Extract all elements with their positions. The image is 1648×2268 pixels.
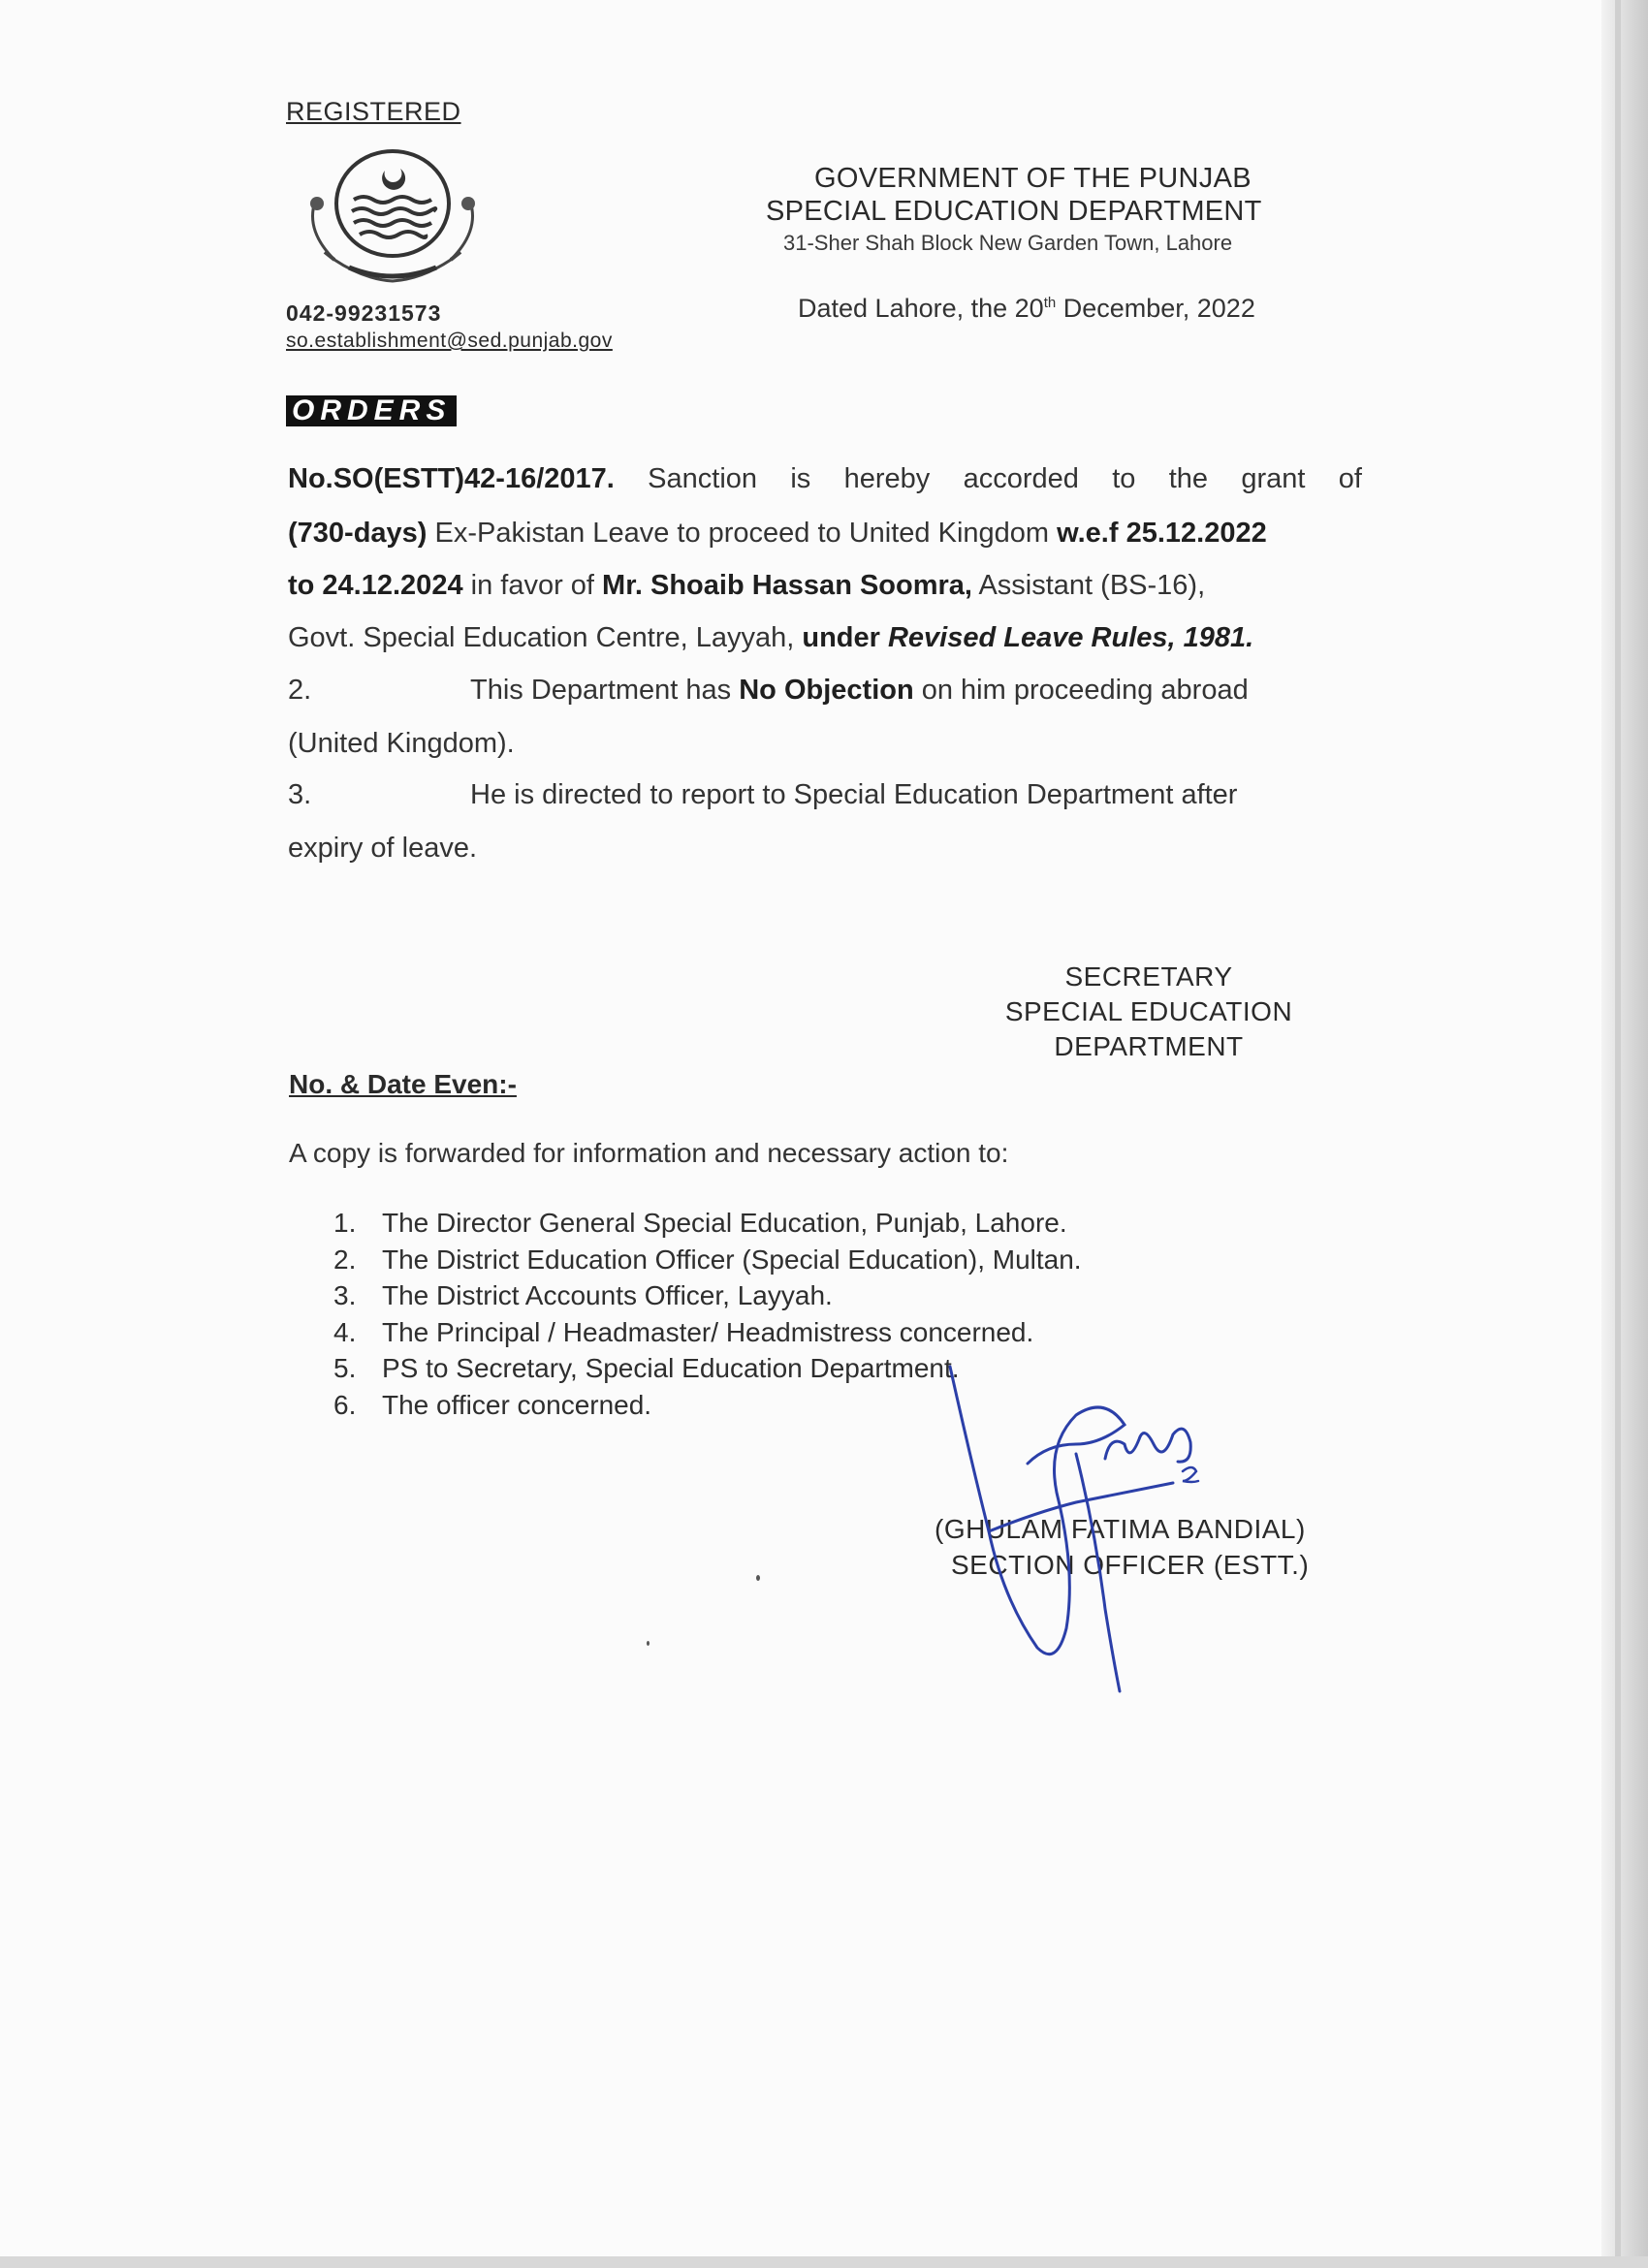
- favor-text: in favor of: [462, 570, 603, 601]
- handwritten-signature-icon: [931, 1338, 1221, 1706]
- order-para3-line2: expiry of leave.: [288, 833, 478, 864]
- orders-label: ORDERS: [286, 395, 457, 426]
- dated-line: [798, 294, 1255, 324]
- list-item: 4. The Principal / Headmaster/ Headmistress concerned.: [333, 1316, 1034, 1347]
- department-address: 31-Sher Shah Block New Garden Town, Lahore: [783, 231, 1233, 255]
- copy-forward-text: A copy is forwarded for information and necessary action to:: [289, 1138, 1009, 1168]
- order-para1-line2: [288, 518, 1362, 550]
- phone-number: 042-99231573: [286, 300, 442, 326]
- order-para3-line1: [288, 779, 1362, 811]
- order-para2-line1: [288, 675, 1362, 707]
- signatory-title: SECTION OFFICER (ESTT.): [951, 1550, 1310, 1580]
- email-address[interactable]: so.establishment@sed.punjab.gov: [286, 330, 613, 352]
- secretary-line1: SECRETARY: [1064, 961, 1233, 992]
- secretary-line3: DEPARTMENT: [1054, 1031, 1244, 1061]
- leave-description: Ex-Pakistan Leave to proceed to United Kingdom: [427, 518, 1058, 549]
- signatory-name: (GHULAM FATIMA BANDIAL): [935, 1514, 1306, 1544]
- scan-speck: [756, 1575, 760, 1581]
- order-para1-line1: [288, 463, 1362, 495]
- order-para1-line3: [288, 570, 1362, 602]
- scan-edge-right: [1601, 0, 1648, 2268]
- order-para2-line2: (United Kingdom).: [288, 728, 515, 759]
- list-item: 5. PS to Secretary, Special Education Department.: [333, 1353, 960, 1383]
- para1-word: hereby: [843, 463, 931, 494]
- para1-word: is: [790, 463, 811, 494]
- para1-word: grant: [1241, 463, 1306, 494]
- dated-suffix-ordinal: th: [1043, 295, 1057, 311]
- para2-text-a: This Department has: [470, 675, 740, 706]
- para1-word: of: [1338, 463, 1362, 494]
- employee-designation: Assistant (BS-16),: [972, 570, 1206, 601]
- employee-name: Mr. Shoaib Hassan Soomra,: [602, 570, 972, 601]
- para1-word: Sanction: [648, 463, 758, 494]
- department-heading: SPECIAL EDUCATION DEPARTMENT: [766, 196, 1262, 227]
- secretary-block: [969, 960, 1328, 1064]
- secretary-line2: SPECIAL EDUCATION: [1004, 996, 1293, 1026]
- employee-office: Govt. Special Education Centre, Layyah,: [288, 622, 803, 653]
- scan-edge-bottom: [0, 2256, 1648, 2268]
- list-item: 1. The Director General Special Education, Punjab, Lahore.: [333, 1208, 1067, 1238]
- no-date-even: No. & Date Even:-: [289, 1069, 517, 1099]
- dated-month-year: December, 2022: [1056, 294, 1255, 323]
- para2-text-c: on him proceeding abroad: [913, 675, 1249, 706]
- list-item: 6. The officer concerned.: [333, 1389, 652, 1420]
- dated-prefix: Dated Lahore, the 20: [798, 294, 1044, 323]
- leave-end: to 24.12.2024: [288, 570, 463, 601]
- registered-label: REGISTERED: [286, 97, 461, 126]
- punjab-government-emblem-icon: [296, 143, 490, 289]
- order-number: No.SO(ESTT)42-16/2017.: [288, 463, 615, 494]
- under-text: under: [802, 622, 888, 653]
- para1-word: the: [1168, 463, 1209, 494]
- list-item: 2. The District Education Officer (Special Education), Multan.: [333, 1244, 1082, 1275]
- scan-speck: [647, 1641, 650, 1646]
- para3-text: He is directed to report to Special Education Department after: [470, 779, 1238, 810]
- list-item: 3. The District Accounts Officer, Layyah.: [333, 1280, 833, 1310]
- para3-number: 3.: [288, 779, 312, 810]
- para1-word: accorded: [963, 463, 1079, 494]
- order-para1-line4: [288, 622, 1362, 654]
- leave-duration: (730-days): [288, 518, 428, 549]
- leave-start: w.e.f 25.12.2022: [1057, 518, 1267, 549]
- no-objection: No Objection: [739, 675, 914, 706]
- leave-rules: Revised Leave Rules, 1981.: [887, 622, 1254, 653]
- para2-number: 2.: [288, 675, 312, 706]
- government-heading: GOVERNMENT OF THE PUNJAB: [814, 163, 1252, 194]
- para1-word: to: [1112, 463, 1136, 494]
- scan-edge-line: [1615, 0, 1621, 2268]
